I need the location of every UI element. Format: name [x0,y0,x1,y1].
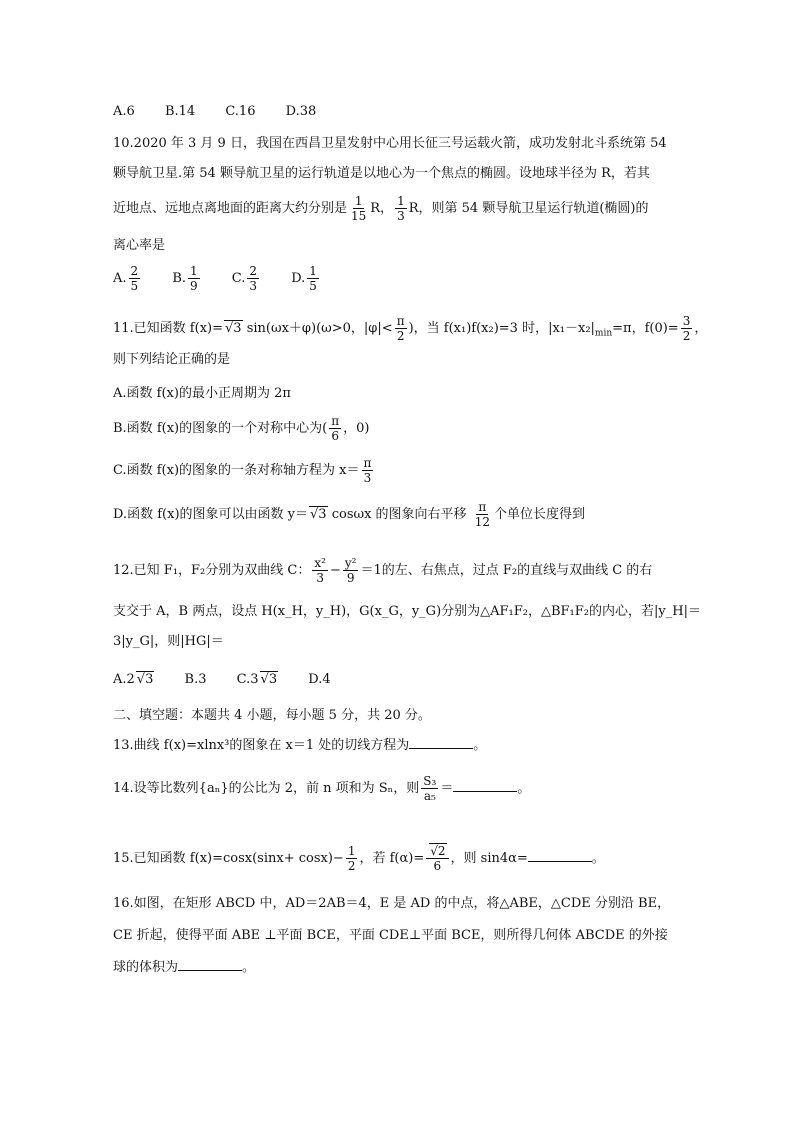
q12-line1: 12.已知 F₁，F₂分别为双曲线 C： $\frac{\text{x²}}{3}$ − $\frac{\text{y²}}{9}$ ＝1的左、右焦点，过点 F₂的直线与双曲线 C 的右 [113,556,653,585]
q9-option-d: D.38 [285,104,317,119]
q10-options [113,264,347,293]
q10-line2: 颗导航卫星.第 54 颗导航卫星的运行轨道是以地心为一个焦点的椭圆。设地球半径为 R，若其 [113,166,650,181]
q12-option-d: D.4 [308,672,331,687]
q10-option-d: D. $\frac{1}{5}$ [291,264,317,293]
q9-options [113,102,342,122]
sqrt-3: √ 3 [224,320,243,336]
answer-blank [453,779,517,792]
q10-option-b: B. $\frac{1}{9}$ [172,264,198,293]
answer-blank [528,849,592,862]
q10-option-c: C. $\frac{2}{3}$ [231,264,258,293]
q12-options [113,670,357,690]
q16-line2: CE 折起，使得平面 ABE ⊥平面 BCE，平面 CDE⊥平面 BCE，则所得几何体 ABCDE 的外接 [113,928,668,943]
q14: 14.设等比数列{aₙ}的公比为 2，前 n 项和为 Sₙ，则 $\frac{\text{S₃}}{\text{a₅}}$ ＝ 。 [113,774,531,803]
q9-option-b: B.14 [164,104,196,119]
q9-option-a: A.6 [113,104,135,119]
q12-line2: 支交于 A，B 两点，设点 H(x_H，y_H)，G(x_G，y_G)分别为△AF₁F₂，△BF₁F₂的内心，若|y_H|＝ [113,604,701,619]
answer-blank [409,736,473,749]
q16-line1: 16.如图，在矩形 ABCD 中，AD＝2AB＝4，E 是 AD 的中点，将△ABE，△CDE 分别沿 BE， [113,896,671,911]
q11-option-a: A.函数 f(x)的最小正周期为 2π [113,386,291,401]
q11-line1: 11.已知函数 f(x)=√ 3 sin(ωx＋φ)(ω>0，|φ|< $\frac{\pi}{2}$ )，当 f(x₁)f(x₂)=3 时，$|x_1-x_2|_{min}=\pi$，f(0)= $\frac{3}{2}$ ， [113,314,707,344]
q10-option-a: A. $\frac{2}{5}$ [113,264,139,293]
fraction-1-3: $\frac{1}{3}$ [397,194,405,223]
q13: 13.曲线 f(x)=xlnx³的图象在 x＝1 处的切线方程为 。 [113,738,487,753]
q11-option-c: C.函数 f(x)的图象的一条对称轴方程为 x＝ $\frac{\pi}{3}$ [113,456,372,485]
q12-option-a: A.2√ 3 [113,670,154,690]
answer-blank [178,958,242,971]
q10-line3: 近地点、远地点离地面的距离大约分别是 $\frac{1}{15}$ R， $\frac{1}{3}$ R，则第 54 颗导航卫星运行轨道(椭圆)的 [113,194,649,223]
fraction-1-15: $\frac{1}{15}$ [351,194,367,223]
q10-line1: 10.2020 年 3 月 9 日，我国在西昌卫星发射中心用长征三号运载火箭，成功发射北斗系统第 54 [113,136,667,151]
q12-line3: 3|y_G|，则|HG|＝ [113,634,224,649]
q11-option-b: B.函数 f(x)的图象的一个对称中心为( $\frac{\pi}{6}$ ，0) [113,414,370,443]
q16-line3: 球的体积为 。 [113,960,256,975]
q15: 15.已知函数 f(x)=cosx(sinx+ cosx)− $\frac{1}{2}$ ，若 f(α)= √ $\frac{2}{6}$ ，则 sin4α= 。 [113,844,605,873]
q11-line2: 则下列结论正确的是 [113,352,231,367]
q9-option-c: C.16 [225,104,256,119]
q10-line4: 离心率是 [113,238,166,253]
q12-option-b: B.3 [184,672,207,687]
q12-option-c: C.3√ 3 [237,670,278,690]
section-2-heading: 二、填空题：本题共 4 小题，每小题 5 分，共 20 分。 [113,708,431,723]
q11-option-d: D.函数 f(x)的图象可以由函数 y＝√ 3 cosωx 的图象向右平移 $\frac{\pi}{12}$ 个单位长度得到 [113,500,585,529]
